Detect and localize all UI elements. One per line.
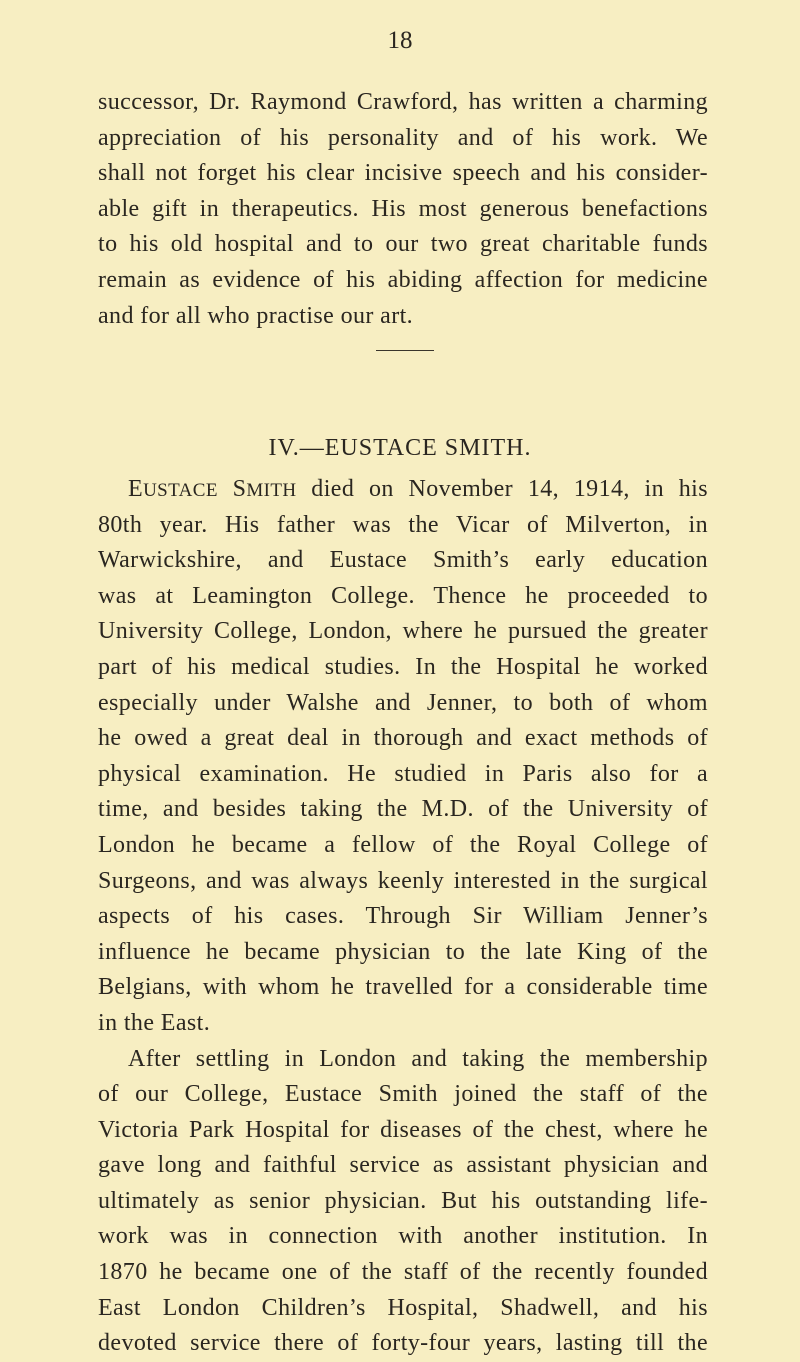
- text-line: After settling in London and taking the membership: [128, 1045, 708, 1072]
- text-line: time, and besides taking the M.D. of the University of: [98, 796, 708, 823]
- text-line: physical examination. He studied in Paris also for a: [98, 760, 708, 787]
- text-line: able gift in therapeutics. His most generous benefactions: [98, 195, 708, 222]
- text-line: remain as evidence of his abiding affection for medicine: [98, 266, 708, 293]
- text-line: to his old hospital and to our two great charitable funds: [98, 231, 708, 258]
- text-line: devoted service there of forty-four years, lasting till the: [98, 1330, 708, 1357]
- text-line: East London Children’s Hospital, Shadwell, and his: [98, 1294, 708, 1321]
- text-line: ultimately as senior physician. But his outstanding life-: [98, 1187, 708, 1214]
- text-line: work was in connection with another institution. In: [98, 1223, 708, 1250]
- text-line: 80th year. His father was the Vicar of Milverton, in: [98, 511, 708, 538]
- text-line: especially under Walshe and Jenner, to both of whom: [98, 689, 708, 716]
- text-line: shall not forget his clear incisive speech and his consider-: [98, 160, 708, 187]
- text-line: Warwickshire, and Eustace Smith’s early education: [98, 547, 708, 574]
- section-body: [98, 472, 708, 1362]
- section-heading: IV.—EUSTACE SMITH.: [268, 435, 532, 461]
- opening-line: [98, 472, 708, 508]
- text-line: and for all who practise our art.: [98, 302, 414, 329]
- text-line: successor, Dr. Raymond Crawford, has written a charming: [98, 89, 708, 115]
- page-number: 18: [387, 27, 413, 54]
- text-line: Belgians, with whom he travelled for a considerable time: [98, 974, 708, 1001]
- text-line: 1870 he became one of the staff of the recently founded: [98, 1259, 708, 1286]
- name-small-caps: MITH: [246, 480, 297, 501]
- text-line: influence he became physician to the late King of the: [98, 938, 708, 965]
- text-line: part of his medical studies. In the Hospital he worked: [98, 653, 708, 680]
- text-line: aspects of his cases. Through Sir William Jenner’s: [98, 903, 708, 930]
- text-line: Surgeons, and was always keenly interested in the surgical: [98, 867, 708, 894]
- opening-line-text: died on November 14, 1914, in his: [296, 476, 708, 502]
- intro-paragraph: [98, 85, 708, 334]
- text-line: of our College, Eustace Smith joined the staff of the: [98, 1081, 708, 1108]
- text-line: he owed a great deal in thorough and exact methods of: [98, 725, 708, 752]
- text-line: was at Leamington College. Thence he proceeded to: [98, 582, 708, 609]
- section-divider-rule: [376, 350, 434, 351]
- text-line: University College, London, where he pursued the greater: [98, 618, 708, 645]
- text-line: London he became a fellow of the Royal College of: [98, 831, 708, 858]
- text-line: appreciation of his personality and of his work. We: [98, 124, 708, 151]
- text-line: gave long and faithful service as assistant physician and: [98, 1152, 708, 1179]
- name-initial: E: [128, 476, 144, 502]
- name-initial: S: [232, 476, 247, 502]
- text-line: Victoria Park Hospital for diseases of the chest, where he: [98, 1116, 708, 1143]
- text-line: in the East.: [98, 1009, 211, 1036]
- name-small-caps: USTACE: [143, 480, 218, 501]
